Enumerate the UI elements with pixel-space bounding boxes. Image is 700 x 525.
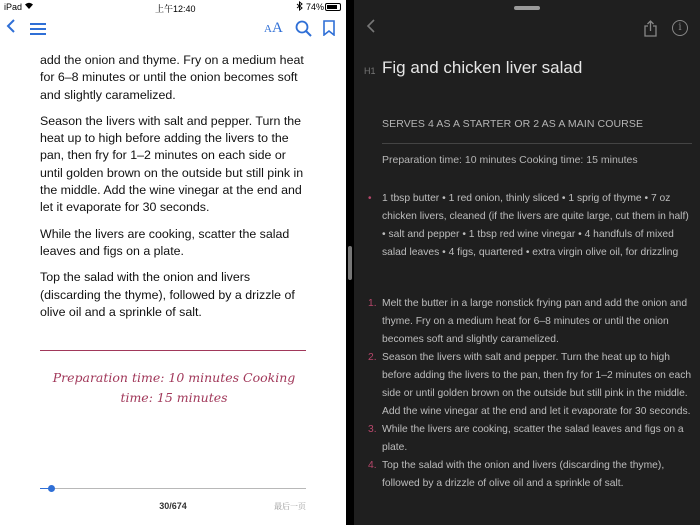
chevron-left-icon[interactable] [6,18,16,39]
bullet-marker: • [368,193,372,204]
step-number: 2. [368,352,377,363]
chevron-left-icon[interactable] [366,18,376,39]
page-slider-track[interactable] [40,488,306,489]
section-divider [40,350,306,351]
status-bar [0,0,346,14]
info-icon[interactable]: i [672,20,688,36]
wifi-icon [24,1,34,12]
reader-paragraph: Season the livers with salt and pepper. Turn the heat up to high before adding the livers to the pan, then fry for 1–2 minutes on each side or until golden brown on the outside but still pink in the middle. Add the wine vinegar at the end and let it evaporate for 30 seconds. [40,113,304,215]
prep-time-text: Preparation time: 10 minutes Cooking time: 15 minutes [52,370,296,405]
step-number: 4. [368,460,377,471]
reader-pane [0,0,346,525]
horizontal-rule [382,143,692,144]
battery-icon [325,3,341,11]
bluetooth-icon [296,1,303,13]
step-text: While the livers are cooking, scatter the salad leaves and figs on a plate. [382,424,684,453]
prep-time-text: Preparation time: 10 minutes Cooking time: 15 minutes [382,154,638,166]
reader-text [40,52,308,330]
carrier-label: iPad [4,2,23,12]
reader-paragraph: While the livers are cooking, scatter the salad leaves and figs on a plate. [40,226,290,258]
share-icon[interactable] [644,20,657,37]
page-indicator: 30/674 [159,501,187,511]
page-slider-handle[interactable] [48,485,55,492]
bookmark-icon[interactable] [323,20,335,36]
list-item [368,421,694,457]
steps-list [368,295,694,493]
list-item [368,457,694,493]
battery-percent: 74% [306,2,325,12]
step-text: Season the livers with salt and pepper. Turn the heat up to high before adding the livers to the pan, then fry for 1–2 minutes on each side or until golden brown on the outside but still pink in the middle. Add the wine vinegar at the end and let it evaporate for 30 seconds. [382,352,692,417]
font-small-a: A [264,23,272,35]
serves-text: SERVES 4 AS A STARTER OR 2 AS A MAIN COURSE [382,118,644,130]
reader-toolbar [0,14,346,44]
split-view-handle[interactable] [348,246,352,280]
step-text: Top the salad with the onion and livers (discarding the thyme), followed by a drizzle of olive oil and a sprinkle of salt. [382,460,665,489]
list-item [368,295,694,349]
editor-pane [354,0,700,525]
list-item [368,349,694,421]
ingredients-list: 1 tbsp butter • 1 red onion, thinly sliced • 1 sprig of thyme • 7 oz chicken livers, cleaned (if the livers are quite large, cut them in half) • salt and pepper • 1 tbsp red wine vinegar • 4 handfuls of mixed salad leaves • 4 figs, quartered • extra virgin olive oil, for drizzling [382,193,689,258]
step-text: Melt the butter in a large nonstick frying pan and add the onion and thyme. Fry on a medium heat for 6–8 minutes or until the onion becomes soft and slightly caramelized. [382,298,688,345]
status-time: 上午12:40 [155,4,196,14]
heading-level-tag: H1 [364,66,376,76]
font-size-icon[interactable] [264,20,283,37]
multitask-grabber[interactable] [514,6,540,10]
font-big-a: A [271,20,283,36]
step-number: 1. [368,298,377,309]
reader-paragraph: Top the salad with the onion and livers (discarding the thyme), followed by a drizzle of olive oil and a sprinkle of salt. [40,270,295,319]
search-icon[interactable] [295,20,312,37]
reader-paragraph: add the onion and thyme. Fry on a medium heat for 6–8 minutes or until the onion becomes soft and slightly caramelized. [40,53,304,102]
step-number: 3. [368,424,377,435]
recipe-title: Fig and chicken liver salad [382,58,583,77]
last-page-link[interactable]: 最后一页 [274,502,306,511]
list-icon[interactable] [30,23,46,35]
